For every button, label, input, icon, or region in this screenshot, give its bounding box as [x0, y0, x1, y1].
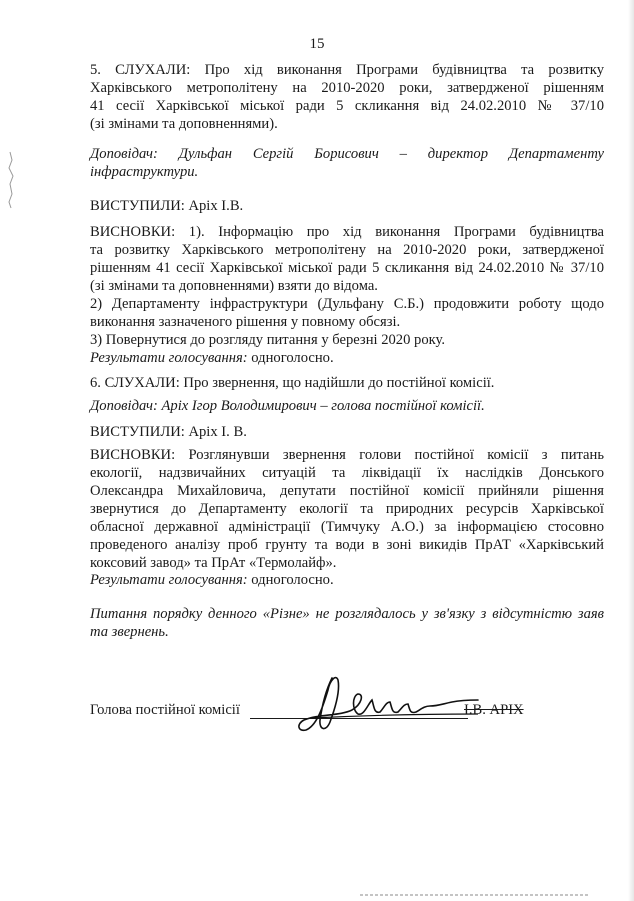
item6-conclusion-line: звернутися до Департаменту екології та природних ресурсів Харківської: [90, 501, 604, 517]
item6-conclusion-line: проведеного аналізу проб грунту та води в зоні викидів ПрАТ «Харківський: [90, 537, 604, 553]
handwritten-signature: [292, 670, 482, 740]
scan-bottom-artifact: [360, 893, 590, 897]
item5-heard-line: (зі змінами та доповненнями).: [90, 116, 278, 132]
item5-spoke: [90, 197, 604, 215]
item5-heard-line: 5. СЛУХАЛИ: Про хід виконання Програми будівництва та розвитку: [90, 62, 604, 78]
item5-conclusion-line: рішенням 41 сесії Харківської міської ради 5 скликання від 24.02.2010 № 37/10: [90, 260, 604, 276]
scan-artifact: [4, 150, 18, 210]
item6-conclusion-line: екології, надзвичайних ситуацій та ліквідації їх наслідків Донського: [90, 465, 604, 481]
item5-heard-line: Харківського метрополітену на 2010-2020 роки, затвердженої рішенням: [90, 80, 604, 96]
item6-conclusion-line: Олександра Михайловича, депутати постійної комісії прийняли рішення: [90, 483, 604, 499]
vote-label: Результати голосування:: [90, 350, 248, 366]
other-items-note: [90, 605, 604, 641]
item5-conclusion-line: 3) Повернутися до розгляду питання у березні 2020 року.: [90, 332, 446, 348]
item6-speaker: [90, 397, 604, 415]
signatory-name: І.В. АРІХ: [464, 702, 524, 718]
item6-speaker-line: Доповідач: Аріх Ігор Володимирович – голова постійної комісії.: [90, 398, 485, 414]
page-number: 15: [309, 36, 325, 52]
vote-value: одноголосно.: [247, 350, 334, 366]
item5-speaker-line: Доповідач: Дульфан Сергій Борисович – директор Департаменту: [90, 146, 604, 162]
vote-value: одноголосно.: [247, 572, 334, 588]
item6-spoke-line: ВИСТУПИЛИ: Аріх І. В.: [90, 424, 247, 440]
item5-conclusion-line: (зі змінами та доповненнями) взяти до відома.: [90, 278, 378, 294]
item6-conclusion-line: обласної державної адміністрації (Тимчуку А.О.) за інформацією стосовно: [90, 519, 604, 535]
item5-speaker-line: інфраструктури.: [90, 164, 199, 180]
item5-heard: [90, 61, 604, 133]
vote-label: Результати голосування:: [90, 572, 248, 588]
item5-spoke-line: ВИСТУПИЛИ: Аріх І.В.: [90, 198, 244, 214]
item6-conclusion-line: ВИСНОВКИ: Розглянувши звернення голови постійної комісії з питань: [90, 447, 604, 463]
item5-conclusions: [90, 223, 604, 349]
item5-speaker: [90, 145, 604, 181]
item6-conclusion-line: коксовий завод» та ПрАт «Термолайф».: [90, 555, 337, 571]
item6-heard-line: 6. СЛУХАЛИ: Про звернення, що надійшли до постійної комісії.: [90, 375, 495, 391]
item5-heard-line: 41 сесії Харківської міської ради 5 скликання від 24.02.2010 № 37/10: [90, 98, 604, 114]
scan-edge: [628, 0, 634, 901]
item6-spoke: [90, 423, 604, 441]
other-note-line: та звернень.: [90, 624, 169, 640]
signature-title: Голова постійної комісії: [90, 702, 240, 718]
item5-vote: [90, 349, 604, 367]
item6-conclusions: [90, 446, 604, 572]
item6-vote: [90, 571, 604, 589]
item5-conclusion-line: та розвитку Харківського метрополітену на 2010-2020 роки, затвердженої: [90, 242, 604, 258]
item5-conclusion-line: ВИСНОВКИ: 1). Інформацію про хід виконання Програми будівництва: [90, 224, 604, 240]
item6-heard: [90, 374, 604, 392]
item5-conclusion-line: виконання зазначеного рішення у повному обсязі.: [90, 314, 401, 330]
other-note-line: Питання порядку денного «Різне» не розглядалось у зв'язку з відсутністю заяв: [90, 606, 604, 622]
item5-conclusion-line: 2) Департаменту інфраструктури (Дульфану С.Б.) продовжити роботу щодо: [90, 296, 604, 312]
